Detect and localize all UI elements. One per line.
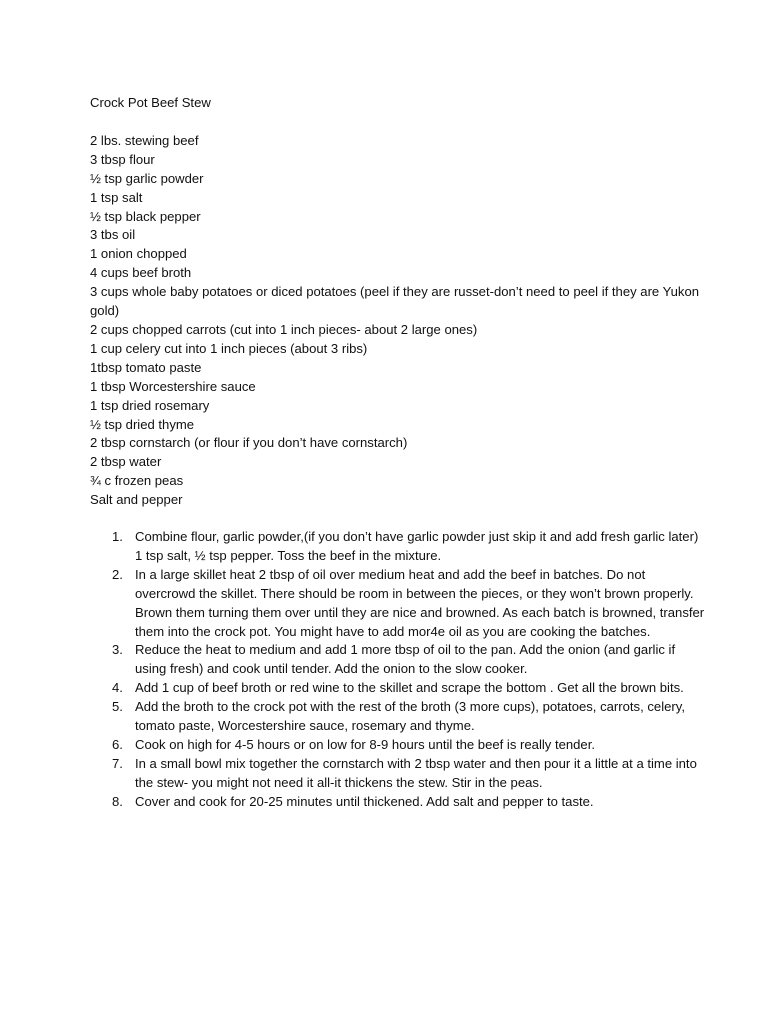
instruction-step: Cook on high for 4-5 hours or on low for 8-9 hours until the beef is really tender.	[135, 737, 595, 752]
ingredient-item: 3 tbs oil	[90, 227, 136, 243]
instruction-step: Reduce the heat to medium and add 1 more tbsp of oil to the pan. Add the onion (and garlic if using fresh) and cook until tender. Add the onion to the slow cooker.	[135, 642, 676, 677]
instruction-list	[90, 528, 708, 812]
ingredient-item: 2 lbs. stewing beef	[90, 132, 199, 148]
ingredient-item: ½ tsp dried thyme	[90, 416, 195, 432]
instruction-step: In a large skillet heat 2 tbsp of oil over medium heat and add the beef in batches. Do not overcrowd the skillet. There should be room in between the pieces, or they won’t brown properly. Brown them turning them over until they are nice and browned. As each batch is browned, transfer them into the crock pot. You might have to add mor4e oil as you are cooking the batches.	[135, 566, 705, 639]
ingredient-item: ½ tsp garlic powder	[90, 170, 204, 186]
ingredient-item: 3 tbsp flour	[90, 151, 155, 167]
ingredient-item: 1 tbsp Worcestershire sauce	[90, 378, 256, 394]
ingredient-item: 1 onion chopped	[90, 246, 187, 262]
ingredient-list	[90, 132, 708, 510]
ingredient-item: 1 cup celery cut into 1 inch pieces (about 3 ribs)	[90, 340, 368, 356]
ingredient-item: 2 tbsp cornstarch (or flour if you don’t have cornstarch)	[90, 435, 408, 451]
ingredient-item: 2 tbsp water	[90, 454, 162, 470]
ingredient-item: 1 tsp salt	[90, 189, 143, 205]
instruction-step: Combine flour, garlic powder,(if you don’t have garlic powder just skip it and add fresh garlic later) 1 tsp salt, ½ tsp pepper. Toss the beef in the mixture.	[135, 529, 699, 563]
ingredient-item: 2 cups chopped carrots (cut into 1 inch pieces- about 2 large ones)	[90, 321, 478, 337]
instruction-step: Cover and cook for 20-25 minutes until thickened. Add salt and pepper to taste.	[135, 793, 594, 809]
ingredient-item: ½ tsp black pepper	[90, 208, 201, 224]
instruction-step: In a small bowl mix together the cornstarch with 2 tbsp water and then pour it a little at a time into the stew- you might not need it all-it thickens the stew. Stir in the peas.	[135, 755, 697, 790]
ingredient-item: 1tbsp tomato paste	[90, 359, 202, 375]
ingredient-item: 4 cups beef broth	[90, 265, 192, 281]
ingredient-item: Salt and pepper	[90, 492, 183, 508]
instruction-step: Add the broth to the crock pot with the rest of the broth (3 more cups), potatoes, carrots, celery, tomato paste, Worcestershire sauce, rosemary and thyme.	[135, 699, 685, 734]
ingredient-item: 3 cups whole baby potatoes or diced potatoes (peel if they are russet-don’t need to peel if they are Yukon gold)	[90, 284, 700, 319]
recipe-title: Crock Pot Beef Stew	[90, 95, 211, 110]
instruction-step: Add 1 cup of beef broth or red wine to the skillet and scrape the bottom . Get all the brown bits.	[135, 680, 684, 696]
ingredient-item: 1 tsp dried rosemary	[90, 397, 210, 413]
ingredient-item: ¾ c frozen peas	[90, 473, 184, 489]
